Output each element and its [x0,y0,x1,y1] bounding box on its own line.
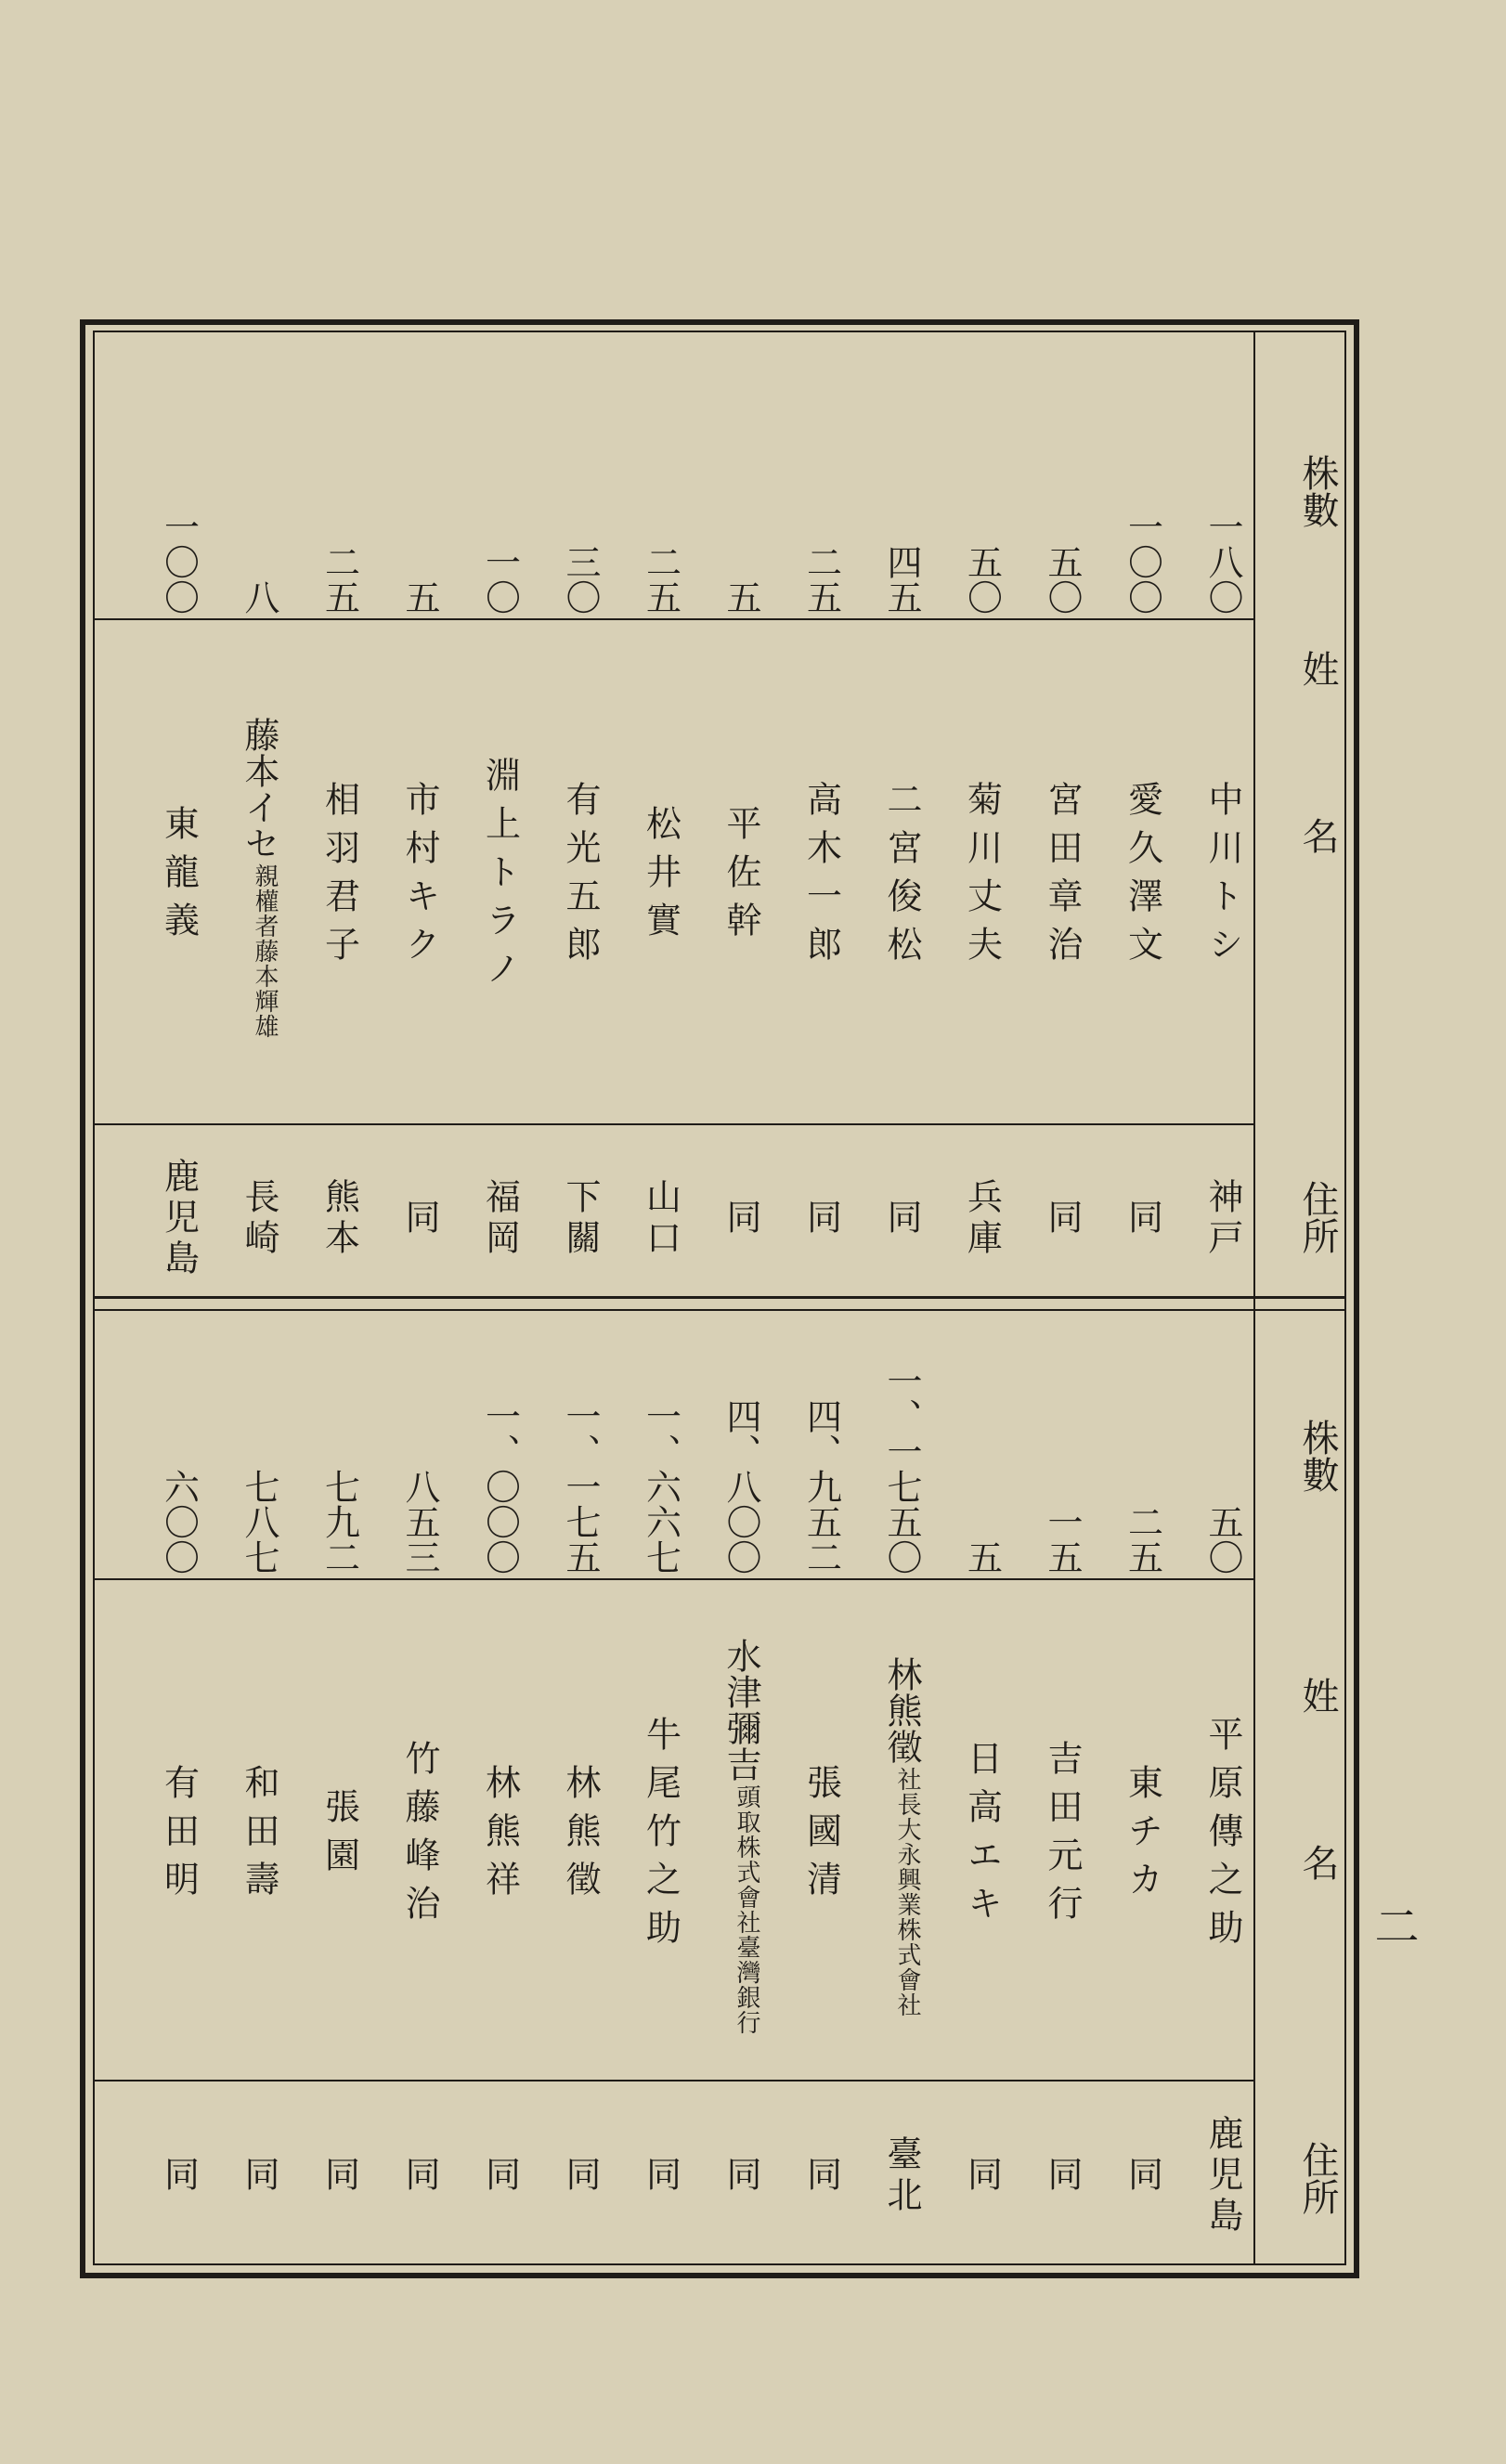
page-number: 二 [1367,1903,1419,1948]
name-annotation-title: 親權者 [251,862,279,939]
name-cell: 林熊祥 [479,1764,521,1909]
name-cell: 市村キク [399,781,440,974]
header-name-top [1255,650,1344,1114]
address-cell: 同 [479,2156,521,2197]
address-cell: 同 [640,2156,682,2197]
address-cell: 同 [399,1199,440,1239]
header-address-bottom: 住所 [1296,2141,1339,2215]
name-cell: 平原傳之助 [1202,1716,1243,1957]
annotation-row [253,863,277,1039]
header-name-bottom [1255,1612,1344,2076]
shares-cell: 二五 [640,544,682,615]
address-cell: 臺北 [881,2135,922,2217]
shares-cell: 一八〇 [1202,509,1243,615]
name-cell: 相羽君子 [318,781,360,974]
shares-cell: 六〇〇 [158,1469,200,1575]
annotation-group [734,1784,759,2035]
address-cell: 同 [721,2156,761,2197]
name-annotation: 藤本輝雄 [251,938,279,1039]
address-cell: 同 [560,2156,601,2197]
shares-cell: 八五三 [399,1469,440,1575]
name-cell: 中川トシ [1202,781,1243,974]
top-shares-line [93,618,1253,620]
name-cell: 愛久澤文 [1122,781,1163,974]
annotation-row [895,1767,919,2017]
address-cell: 鹿児島 [158,1158,200,1280]
shares-cell: 七八七 [239,1469,279,1575]
name-cell [197,641,278,1114]
shares-cell: 五〇 [1042,544,1083,615]
name-cell: 宮田章治 [1042,781,1083,974]
shares-cell: 三〇 [560,544,601,615]
name-cell: 有田明 [158,1764,200,1909]
address-cell: 同 [1122,2156,1163,2197]
shares-cell: 四、九五二 [800,1398,842,1575]
address-cell: 長崎 [239,1178,279,1260]
shares-cell: 二五 [800,544,842,615]
address-cell: 兵庫 [961,1178,1003,1260]
name-annotation-title: 頭取 [733,1784,760,1835]
name-cell: 高木一郎 [800,781,842,974]
address-cell: 神戸 [1202,1178,1243,1260]
name-cell: 吉田元行 [1042,1740,1083,1933]
annotation-row [734,1784,759,2035]
name-annotation: 株式會社臺灣銀行 [733,1835,760,2035]
header-name-top-text: 姓名 [1296,650,1339,984]
shares-cell: 一、六六七 [640,1398,682,1575]
name-cell: 松井實 [640,805,682,950]
name-cell: 和田壽 [239,1764,279,1909]
name-text: 水津彌吉 [721,1638,761,1783]
name-cell [679,1601,759,2072]
name-cell: 張國清 [800,1764,842,1909]
annotated-name [881,1655,922,2017]
address-cell: 同 [399,2156,440,2197]
section-separator-2 [93,1309,1346,1311]
shares-cell: 一〇 [479,544,521,615]
name-cell [839,1601,920,2072]
header-address-top: 住所 [1296,1180,1339,1254]
name-cell: 牛尾竹之助 [640,1716,682,1957]
shares-cell: 五〇 [1202,1504,1243,1575]
name-cell: 平佐幹 [721,805,761,950]
shares-cell: 一五 [1042,1504,1083,1575]
shares-cell: 一、一七五〇 [881,1363,922,1575]
name-cell: 東チカ [1122,1764,1163,1909]
annotation-group [253,863,277,1039]
name-annotation: 大永興業株式會社 [893,1816,921,2017]
shares-cell: 四、八〇〇 [721,1398,761,1575]
section-separator-1 [93,1296,1346,1299]
header-name-bottom-text: 姓名 [1296,1677,1339,2011]
annotation-group [895,1767,919,2017]
shares-cell: 二五 [318,544,360,615]
shares-cell: 八 [239,579,279,615]
annotated-name [723,1638,759,2035]
shares-cell: 一、一七五 [560,1398,601,1575]
name-cell: 林熊徵 [560,1764,601,1909]
name-text: 林熊徵 [881,1655,922,1765]
address-cell: 同 [239,2156,279,2197]
address-cell: 同 [800,1199,842,1239]
name-cell: 淵上トラノ [479,757,521,998]
bottom-shares-line [93,1578,1253,1580]
bottom-name-line [93,2080,1253,2081]
name-text: 藤本イセ [239,716,279,862]
address-cell: 鹿児島 [1202,2115,1243,2237]
shares-cell: 一〇〇 [1122,509,1163,615]
address-cell: 福岡 [479,1178,521,1260]
shares-cell: 七九二 [318,1469,360,1575]
address-cell: 熊本 [318,1178,360,1260]
address-cell: 下關 [560,1178,601,1260]
name-cell: 菊川丈夫 [961,781,1003,974]
shares-cell: 五 [961,1539,1003,1575]
shares-cell: 五〇 [961,544,1003,615]
address-cell: 同 [1042,1199,1083,1239]
annotated-name [241,717,277,1039]
shares-cell: 五 [399,579,440,615]
address-cell: 同 [961,2156,1003,2197]
header-shares-bottom: 株數 [1296,1419,1339,1493]
name-cell: 東龍義 [158,805,200,950]
name-cell: 竹藤峰治 [399,1740,440,1933]
name-cell: 張園 [318,1788,360,1885]
address-cell: 同 [1042,2156,1083,2197]
address-cell: 同 [318,2156,360,2197]
address-cell: 同 [800,2156,842,2197]
address-cell: 同 [1122,1199,1163,1239]
shares-cell: 一、〇〇〇 [479,1398,521,1575]
address-cell: 同 [881,1199,922,1239]
shares-cell: 五 [721,579,761,615]
header-shares-top: 株數 [1296,454,1339,528]
name-cell: 有光五郎 [560,781,601,974]
shares-cell: 二五 [1122,1504,1163,1575]
shares-cell: 四五 [881,544,922,615]
address-cell: 同 [158,2156,200,2197]
name-cell: 日高エキ [961,1740,1003,1933]
top-name-line [93,1123,1253,1125]
name-cell: 二宮俊松 [881,781,922,974]
name-annotation-title: 社長 [893,1766,921,1817]
address-cell: 山口 [640,1178,682,1260]
shares-cell: 一〇〇 [158,509,200,615]
address-cell: 同 [721,1199,761,1239]
